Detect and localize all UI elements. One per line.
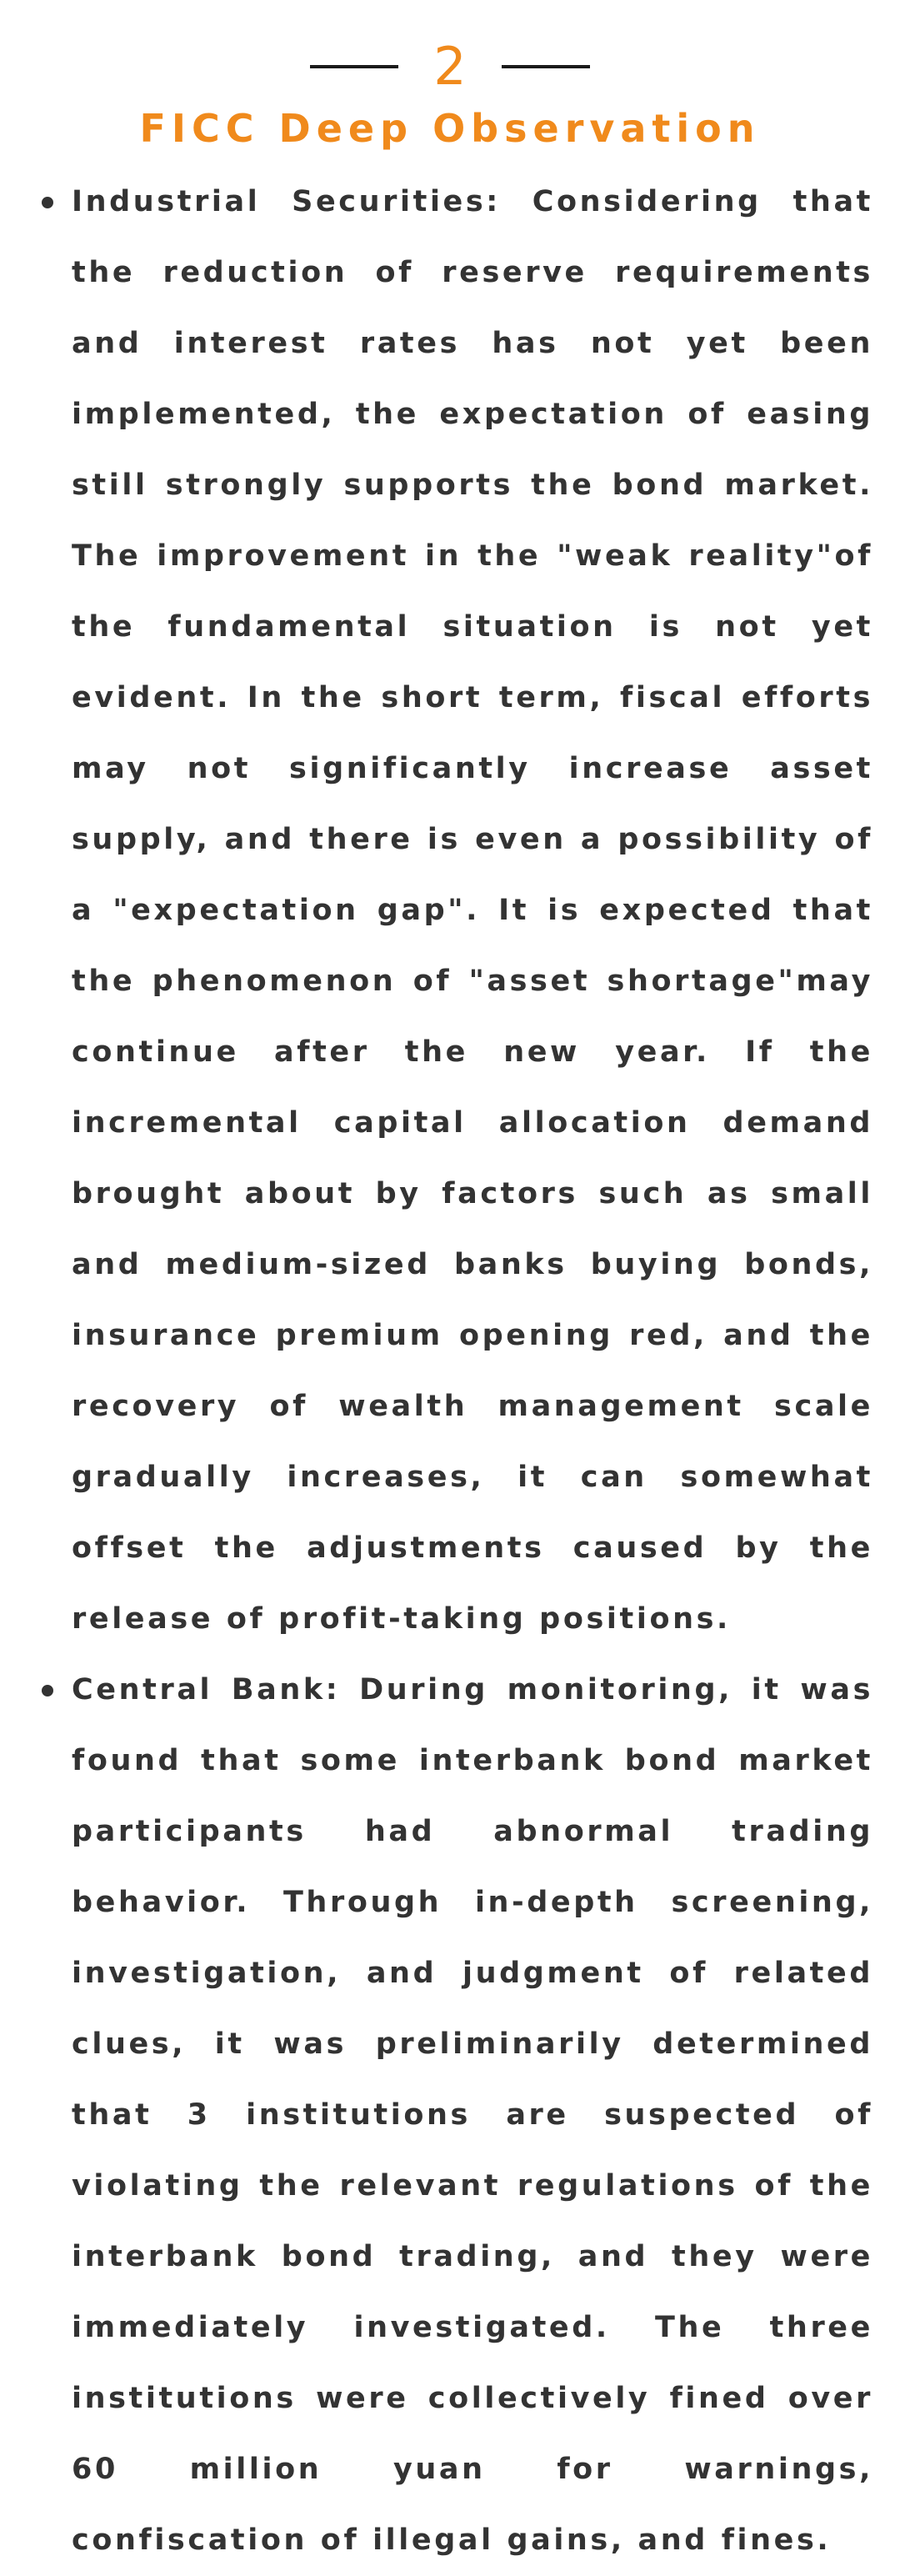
section-title: FICC Deep Observation <box>139 106 761 151</box>
right-divider-line <box>502 65 590 68</box>
left-divider-line <box>310 65 398 68</box>
bullet-text: Industrial Securities: Considering that the reduction of reserve requirements and interest rates has not yet been implemented, the expectation of easing still strongly supports the bond market. The improvement in the "weak reality"of the fundamental situation is not yet evident. In the short term, fiscal efforts may not significantly increase asset supply, and there is even a possibility of a "expectation gap". It is expected that the phenomenon of "asset shortage"may continue after the new year. If the incremental capital allocation demand brought about by factors such as small and medium-sized banks buying bonds, insurance premium opening red, and the recovery of wealth management scale gradually increases, it can somewhat offset the adjustments caused by the release of profit-taking positions. <box>72 185 873 1636</box>
bullet-list <box>0 167 900 2576</box>
section-header <box>0 0 900 151</box>
section-number: 2 <box>433 36 467 97</box>
bullet-text: Central Bank: During monitoring, it was found that some interbank bond market participants had abnormal trading behavior. Through in-depth screening, investigation, and judgment of related clues, it was preliminarily determined that 3 institutions are suspected of violating the relevant regulations of the interbank bond trading, and they were immediately investigated. The three institutions were collectively fined over 60 million yuan for warnings, confiscation of illegal gains, and fines. <box>72 1673 873 2557</box>
bullet-item-central-bank <box>72 1655 873 2576</box>
bullet-dot-icon <box>42 197 53 208</box>
bullet-dot-icon <box>42 1685 53 1696</box>
bullet-item-industrial-securities <box>72 167 873 1655</box>
section-number-row <box>0 33 900 100</box>
